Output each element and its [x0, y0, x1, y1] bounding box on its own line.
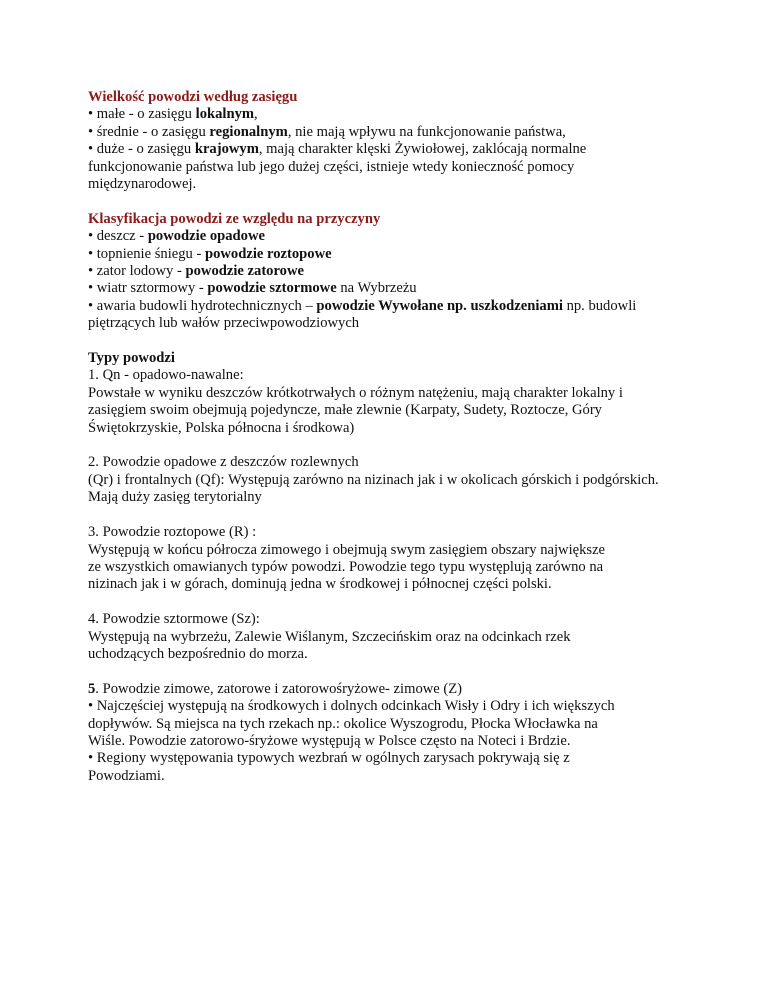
- section-heading: Wielkość powodzi według zasięgu: [88, 89, 298, 105]
- bold-term: powodzie Wywołane np. uszkodzeniami: [316, 297, 563, 314]
- text-line: 3. Powodzie roztopowe (R) :: [88, 524, 257, 541]
- text-line: Świętokrzyskie, Polska północna i środkowa): [88, 419, 355, 436]
- text-line: nizinach jak i w górach, dominują jedna w środkowej i północnej części polski.: [88, 576, 552, 593]
- section-type-5: [88, 681, 688, 785]
- text-line: • Najczęściej występują na środkowych i dolnych odcinkach Wisły i Odry i ich większych: [88, 698, 615, 715]
- text-line: [88, 298, 688, 315]
- section-heading: Typy powodzi: [88, 350, 175, 367]
- bold-term: regionalnym: [209, 123, 288, 140]
- text-line: [88, 280, 688, 297]
- text-line: międzynarodowej.: [88, 176, 197, 193]
- text-span: . Powodzie zimowe, zatorowe i zatorowośryżowe- zimowe (Z): [95, 680, 463, 697]
- text-span: na Wybrzeżu: [336, 280, 417, 297]
- text-line: [88, 228, 688, 245]
- bold-term: lokalnym: [195, 106, 255, 123]
- text-line: [88, 263, 688, 280]
- text-line: [88, 141, 688, 158]
- section-type-3: [88, 524, 688, 594]
- text-line: Występują w końcu półrocza zimowego i obejmują swym zasięgiem obszary największe: [88, 541, 606, 558]
- text-span: • małe - o zasięgu: [88, 106, 196, 123]
- text-line: [88, 246, 688, 263]
- text-line: Mają duży zasięg terytorialny: [88, 489, 262, 506]
- document-content: [88, 89, 688, 803]
- bold-term: krajowym: [194, 141, 259, 158]
- text-line: [88, 681, 688, 698]
- text-line: 2. Powodzie opadowe z deszczów rozlewnych: [88, 454, 359, 471]
- text-line: 4. Powodzie sztormowe (Sz):: [88, 611, 260, 628]
- text-span: • wiatr sztormowy -: [88, 280, 208, 297]
- bold-term: powodzie zatorowe: [185, 263, 304, 280]
- section-heading: Klasyfikacja powodzi ze względu na przyczyny: [88, 210, 381, 227]
- text-span: • średnie - o zasięgu: [88, 123, 210, 140]
- text-line: zasięgiem swoim obejmują pojedyncze, małe zlewnie (Karpaty, Sudety, Roztocze, Góry: [88, 402, 602, 419]
- text-line: funkcjonowanie państwa lub jego dużej części, istnieje wtedy konieczność pomocy: [88, 158, 575, 175]
- text-span: ,: [254, 106, 258, 123]
- bold-term: powodzie sztormowe: [207, 280, 337, 297]
- text-line: [88, 106, 688, 123]
- section-flood-causes: [88, 211, 688, 333]
- text-line: Powstałe w wyniku deszczów krótkotrwałych o różnym natężeniu, mają charakter lokalny i: [88, 384, 623, 401]
- section-flood-types: [88, 350, 688, 437]
- text-line: piętrzących lub wałów przeciwpowodziowych: [88, 315, 360, 332]
- bold-term: powodzie roztopowe: [204, 245, 332, 262]
- text-line: (Qr) i frontalnych (Qf): Występują zarówno na nizinach jak i w okolicach górskich i podgórskich.: [88, 471, 659, 488]
- text-line: [88, 124, 688, 141]
- text-line: 1. Qn - opadowo-nawalne:: [88, 367, 244, 384]
- text-span: np. budowli: [562, 297, 637, 314]
- text-line: • Regiony występowania typowych wezbrań w ogólnych zarysach pokrywają się z: [88, 750, 570, 767]
- text-line: uchodzących bezpośrednio do morza.: [88, 645, 308, 662]
- text-span: • duże - o zasięgu: [88, 141, 195, 158]
- bold-term: powodzie opadowe: [147, 228, 265, 245]
- text-line: Powodziami.: [88, 767, 165, 784]
- section-type-4: [88, 611, 688, 663]
- bold-term: 5: [88, 680, 96, 697]
- text-line: dopływów. Są miejsca na tych rzekach np.: okolice Wyszogrodu, Płocka Włocławka na: [88, 715, 598, 732]
- text-span: • topnienie śniegu -: [88, 245, 205, 262]
- section-flood-size: [88, 89, 688, 193]
- text-line: ze wszystkich omawianych typów powodzi. Powodzie tego typu występlują zarówno na: [88, 558, 604, 575]
- text-span: • deszcz -: [88, 228, 148, 245]
- text-line: Występują na wybrzeżu, Zalewie Wiślanym, Szczecińskim oraz na odcinkach rzek: [88, 628, 571, 645]
- text-line: Wiśle. Powodzie zatorowo-śryżowe występują w Polsce często na Noteci i Brdzie.: [88, 732, 571, 749]
- text-span: , nie mają wpływu na funkcjonowanie państwa,: [287, 123, 566, 140]
- section-type-2: [88, 454, 688, 506]
- text-span: , mają charakter klęski Żywiołowej, zaklócają normalne: [258, 141, 587, 158]
- text-span: • zator lodowy -: [88, 263, 186, 280]
- text-span: • awaria budowli hydrotechnicznych –: [88, 297, 317, 314]
